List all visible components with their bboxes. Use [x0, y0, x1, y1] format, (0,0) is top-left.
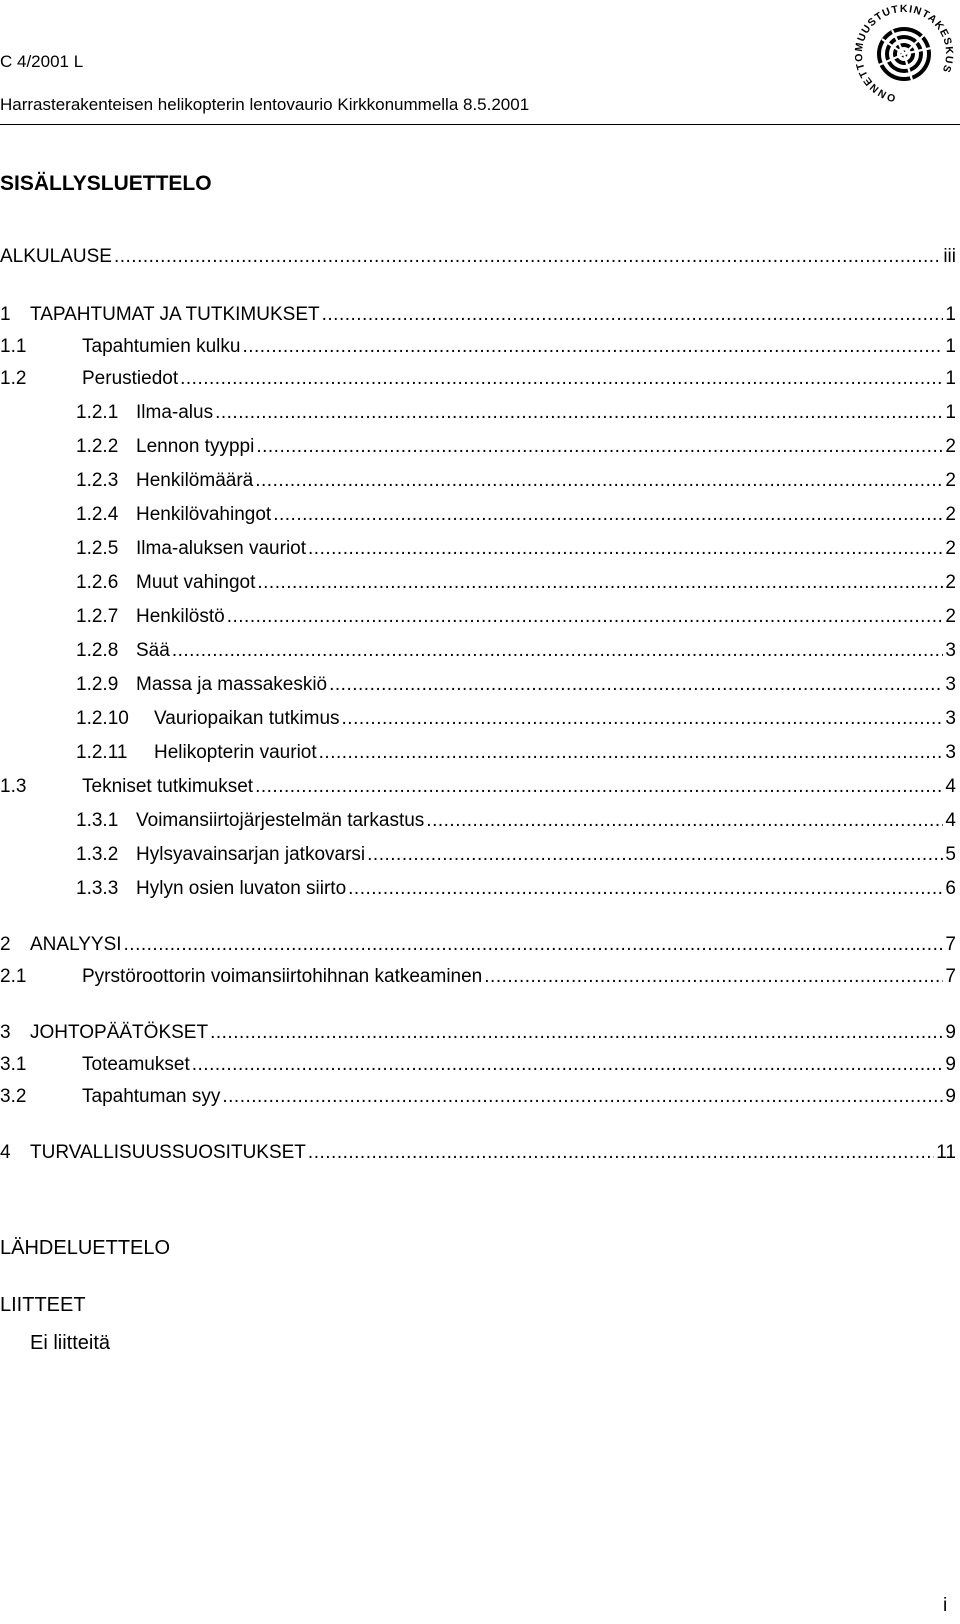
toc-entry[interactable] [0, 332, 956, 362]
agency-logo [848, 0, 960, 108]
toc-entry-page: 7 [945, 966, 956, 987]
toc-entry-label: Lennon tyyppi [136, 436, 255, 457]
toc-entry-number: 1.2.7 [76, 606, 119, 627]
toc-entry-page: iii [943, 246, 956, 267]
toc-leader-dots [227, 602, 944, 632]
toc-entry-page: 4 [945, 776, 956, 797]
toc-heading: SISÄLLYSLUETTELO [0, 172, 212, 195]
toc-entry-number: 1.3.3 [76, 878, 119, 899]
toc-leader-dots [114, 242, 941, 272]
document-title: Harrasterakenteisen helikopterin lentovaurio Kirkkonummella 8.5.2001 [0, 95, 530, 114]
logo-text: ONNETTOMUUSTUTKINTAKESKUS [852, 2, 956, 105]
toc-leader-dots [273, 500, 943, 530]
toc-entry[interactable] [0, 242, 956, 272]
toc-entry-label: TAPAHTUMAT JA TUTKIMUKSET [30, 304, 320, 325]
toc-entry[interactable] [0, 636, 956, 666]
toc-appendices-note: Ei liitteitä [30, 1332, 111, 1354]
toc-references[interactable]: LÄHDELUETTELO [0, 1237, 171, 1259]
toc-entry-number: 1.2.6 [76, 572, 119, 593]
toc-leader-dots [210, 1018, 943, 1048]
toc-entry[interactable] [0, 1138, 956, 1168]
toc-entry-label: ANALYYSI [30, 934, 122, 955]
toc-entry[interactable] [0, 568, 956, 598]
toc-entry-label: Muut vahingot [136, 572, 256, 593]
toc-entry-number: 1.2.10 [76, 708, 129, 729]
toc-entry[interactable] [0, 670, 956, 700]
toc-entry[interactable] [0, 602, 956, 632]
toc-entry[interactable] [0, 300, 956, 330]
toc-entry-page: 9 [945, 1054, 956, 1075]
toc-entry-number: 1.1 [0, 336, 27, 357]
toc-entry-page: 5 [945, 844, 956, 865]
toc-entry[interactable] [0, 398, 956, 428]
toc-entry[interactable] [0, 364, 956, 394]
toc-leader-dots [308, 534, 943, 564]
toc-entry-page: 3 [945, 640, 956, 661]
toc-entry[interactable] [0, 1018, 956, 1048]
toc-entry[interactable] [0, 1082, 956, 1112]
toc-entry-label: Henkilövahingot [136, 504, 272, 525]
toc-leader-dots [348, 874, 943, 904]
toc-leader-dots [215, 398, 943, 428]
toc-entry[interactable] [0, 930, 956, 960]
toc-entry[interactable] [0, 840, 956, 870]
toc-entry-page: 1 [945, 304, 956, 325]
toc-entry-label: Hylyn osien luvaton siirto [136, 878, 347, 899]
toc-entry-label: Tekniset tutkimukset [82, 776, 254, 797]
toc-entry-label: Ilma-aluksen vauriot [136, 538, 307, 559]
toc-entry-label: Toteamukset [82, 1054, 190, 1075]
toc-entry-number: 1.2.9 [76, 674, 119, 695]
toc-entry-page: 1 [945, 336, 956, 357]
toc-entry[interactable] [0, 772, 956, 802]
toc-leader-dots [319, 738, 944, 768]
toc-entry-page: 9 [945, 1022, 956, 1043]
toc-entry-number: 1.2.2 [76, 436, 119, 457]
toc-entry-number: 1.2.8 [76, 640, 119, 661]
toc-entry-label: Pyrstöroottorin voimansiirtohihnan katkeaminen [82, 966, 483, 987]
toc-leader-dots [342, 704, 944, 734]
toc-entry-page: 6 [945, 878, 956, 899]
toc-entry-number: 1.2.5 [76, 538, 119, 559]
toc-entry-number: 1.3 [0, 776, 27, 797]
toc-entry-label: Henkilömäärä [136, 470, 254, 491]
toc-leader-dots [242, 332, 943, 362]
toc-entry-page: 3 [945, 674, 956, 695]
toc-leader-dots [255, 466, 943, 496]
toc-entry-label: Tapahtumien kulku [82, 336, 241, 357]
toc-entry[interactable] [0, 806, 956, 836]
toc-leader-dots [172, 636, 944, 666]
toc-entry-number: 1.3.1 [76, 810, 119, 831]
toc-leader-dots [257, 568, 943, 598]
toc-entry[interactable] [0, 738, 956, 768]
toc-entry[interactable] [0, 534, 956, 564]
toc-entry[interactable] [0, 432, 956, 462]
toc-entry-number: 2 [0, 934, 11, 955]
toc-entry[interactable] [0, 874, 956, 904]
toc-entry-label: Vauriopaikan tutkimus [154, 708, 340, 729]
toc-entry-label: Tapahtuman syy [82, 1086, 221, 1107]
toc-leader-dots [180, 364, 943, 394]
toc-entry-page: 1 [945, 368, 956, 389]
toc-entry-page: 7 [945, 934, 956, 955]
toc-leader-dots [367, 840, 943, 870]
toc-entry-number: 2.1 [0, 966, 27, 987]
toc-entry-number: 1 [0, 304, 11, 325]
toc-entry-page: 4 [945, 810, 956, 831]
toc-leader-dots [256, 432, 943, 462]
toc-entry-page: 2 [945, 606, 956, 627]
toc-entry-page: 1 [945, 402, 956, 423]
toc-entry[interactable] [0, 1050, 956, 1080]
toc-entry-label: Henkilöstö [136, 606, 225, 627]
toc-entry-number: 4 [0, 1142, 11, 1163]
toc-entry-page: 9 [945, 1086, 956, 1107]
toc-appendices[interactable]: LIITTEET [0, 1294, 86, 1316]
toc-entry-page: 3 [945, 708, 956, 729]
toc-entry-number: 3.2 [0, 1086, 27, 1107]
toc-entry-number: 3 [0, 1022, 11, 1043]
toc-leader-dots [192, 1050, 944, 1080]
toc-entry-label: Ilma-alus [136, 402, 214, 423]
toc-entry-page: 2 [945, 436, 956, 457]
toc-leader-dots [426, 806, 943, 836]
toc-entry-page: 11 [936, 1142, 956, 1163]
toc-entry-number: 3.1 [0, 1054, 27, 1075]
toc-entry-label: Hylsyavainsarjan jatkovarsi [136, 844, 366, 865]
toc-entry-label: Sää [136, 640, 170, 661]
toc-entry[interactable] [0, 466, 956, 496]
toc-entry-page: 2 [945, 504, 956, 525]
toc-entry-page: 2 [945, 470, 956, 491]
toc-leader-dots [308, 1138, 934, 1168]
toc-leader-dots [255, 772, 943, 802]
toc-entry-label: Perustiedot [82, 368, 179, 389]
toc-entry-number: 1.2 [0, 368, 27, 389]
toc-entry[interactable] [0, 704, 956, 734]
toc-entry-label: TURVALLISUUSSUOSITUKSET [30, 1142, 306, 1163]
toc-leader-dots [484, 962, 943, 992]
toc-leader-dots [329, 670, 943, 700]
toc-entry[interactable] [0, 962, 956, 992]
toc-entry[interactable] [0, 500, 956, 530]
page-number: i [943, 1595, 948, 1616]
toc-entry-label: Massa ja massakeskiö [136, 674, 328, 695]
toc-entry-label: ALKULAUSE [0, 246, 112, 267]
toc-entry-number: 1.3.2 [76, 844, 119, 865]
toc-leader-dots [322, 300, 944, 330]
toc-entry-label: Voimansiirtojärjestelmän tarkastus [136, 810, 425, 831]
toc-entry-page: 2 [945, 538, 956, 559]
toc-entry-number: 1.2.1 [76, 402, 119, 423]
toc-entry-page: 3 [945, 742, 956, 763]
toc-entry-number: 1.2.3 [76, 470, 119, 491]
toc-entry-label: Helikopterin vauriot [154, 742, 317, 763]
document-id: C 4/2001 L [0, 52, 84, 71]
toc-entry-number: 1.2.11 [76, 742, 128, 763]
toc-leader-dots [124, 930, 944, 960]
toc-entry-number: 1.2.4 [76, 504, 119, 525]
toc-entry-page: 2 [945, 572, 956, 593]
toc-entry-label: JOHTOPÄÄTÖKSET [30, 1022, 209, 1043]
toc-leader-dots [222, 1082, 943, 1112]
header-rule [0, 124, 960, 125]
spiral-icon [877, 27, 931, 81]
